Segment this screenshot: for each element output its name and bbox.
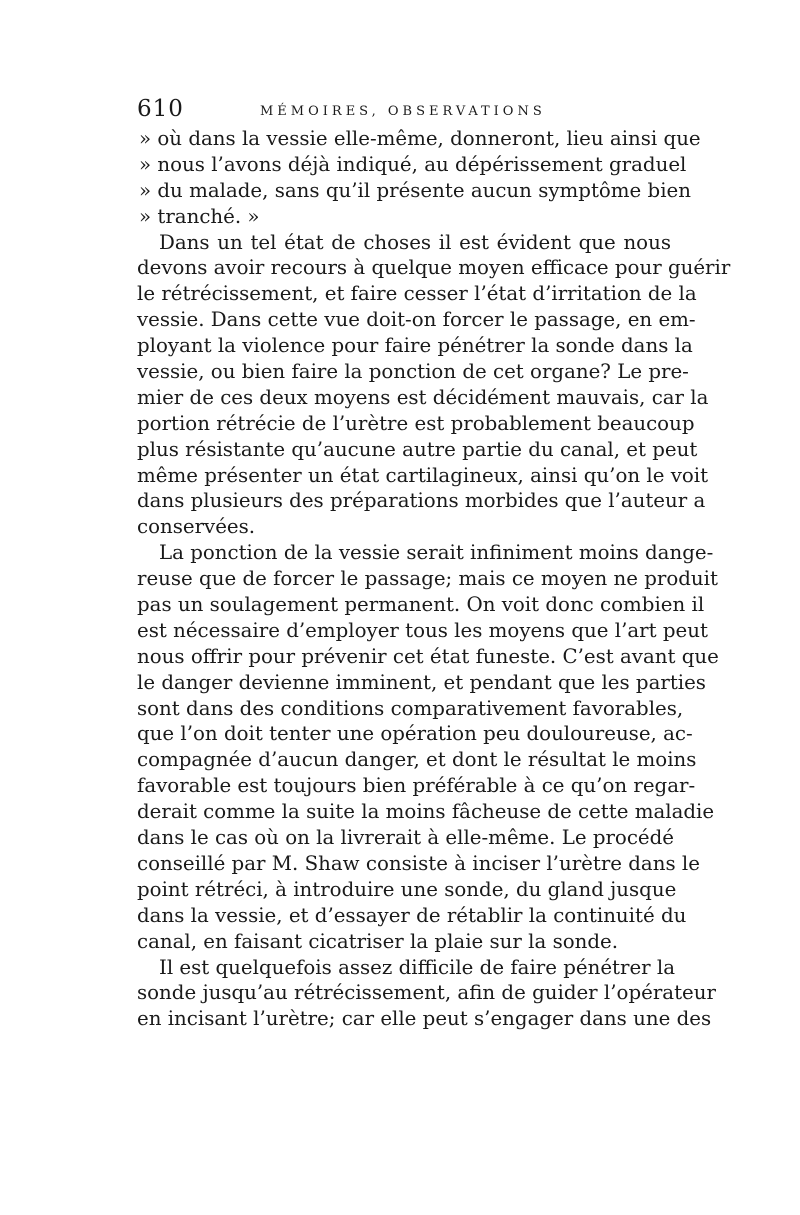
text-line: mier de ces deux moyens est décidément mauvais, car la [137, 385, 709, 409]
text-line: le danger devienne imminent, et pendant que les parties [137, 670, 706, 694]
text-line: La ponction de la vessie serait infiniment moins dange- [159, 541, 714, 565]
page-header [137, 96, 667, 126]
text-line: » nous l’avons déjà indiqué, au dépérissement graduel [139, 152, 687, 176]
text-line: vessie, ou bien faire la ponction de cet organe? Le pre- [137, 360, 689, 384]
text-line: devons avoir recours à quelque moyen efficace pour guérir [137, 256, 731, 280]
text-line: derait comme la suite la moins fâcheuse de cette maladie [137, 800, 715, 824]
text-line: pas un soulagement permanent. On voit donc combien il [137, 593, 705, 617]
text-line: portion rétrécie de l’urètre est probablement beaucoup [137, 411, 695, 435]
text-line: » tranché. » [139, 204, 260, 228]
text-line: ployant la violence pour faire pénétrer la sonde dans la [137, 334, 693, 358]
text-line: Dans un tel état de choses il est évident que nous [159, 230, 671, 254]
text-line: en incisant l’urètre; car elle peut s’engager dans une des [137, 1007, 712, 1031]
text-line: sont dans des conditions comparativement favorables, [137, 696, 684, 720]
text-line: nous offrir pour prévenir cet état funeste. C’est avant que [137, 644, 719, 668]
text-line: compagnée d’aucun danger, et dont le résultat le moins [137, 748, 697, 772]
text-line: reuse que de forcer le passage; mais ce moyen ne produit [137, 567, 718, 591]
text-line: point rétréci, à introduire une sonde, du gland jusque [137, 877, 677, 901]
text-line: dans plusieurs des préparations morbides que l’auteur a [137, 489, 706, 513]
text-line: vessie. Dans cette vue doit-on forcer le passage, en em- [137, 308, 696, 332]
text-line: plus résistante qu’aucune autre partie du canal, et peut [137, 437, 698, 461]
text-line: est nécessaire d’employer tous les moyens que l’art peut [137, 618, 708, 642]
text-line: conseillé par M. Shaw consiste à inciser l’urètre dans le [137, 851, 700, 875]
text-line: que l’on doit tenter une opération peu douloureuse, ac- [137, 722, 693, 746]
text-line: canal, en faisant cicatriser la plaie sur la sonde. [137, 929, 619, 953]
text-line: favorable est toujours bien préférable à ce qu’on regar- [137, 774, 696, 798]
running-head: MÉMOIRES, OBSERVATIONS [260, 104, 546, 119]
body-text [137, 126, 731, 1032]
text-line: sonde jusqu’au rétrécissement, afin de guider l’opérateur [137, 981, 716, 1005]
text-line: conservées. [137, 515, 256, 539]
text-line: » du malade, sans qu’il présente aucun symptôme bien [139, 178, 691, 202]
text-line: dans le cas où on la livrerait à elle-même. Le procédé [137, 826, 675, 850]
text-line: dans la vessie, et d’essayer de rétablir la continuité du [137, 903, 687, 927]
text-line: même présenter un état cartilagineux, ainsi qu’on le voit [137, 463, 709, 487]
text-line: » où dans la vessie elle-même, donneront, lieu ainsi que [139, 127, 701, 150]
text-line: Il est quelquefois assez difficile de faire pénétrer la [159, 955, 676, 979]
text-line: le rétrécissement, et faire cesser l’état d’irritation de la [137, 282, 697, 306]
page-number: 610 [137, 96, 184, 122]
